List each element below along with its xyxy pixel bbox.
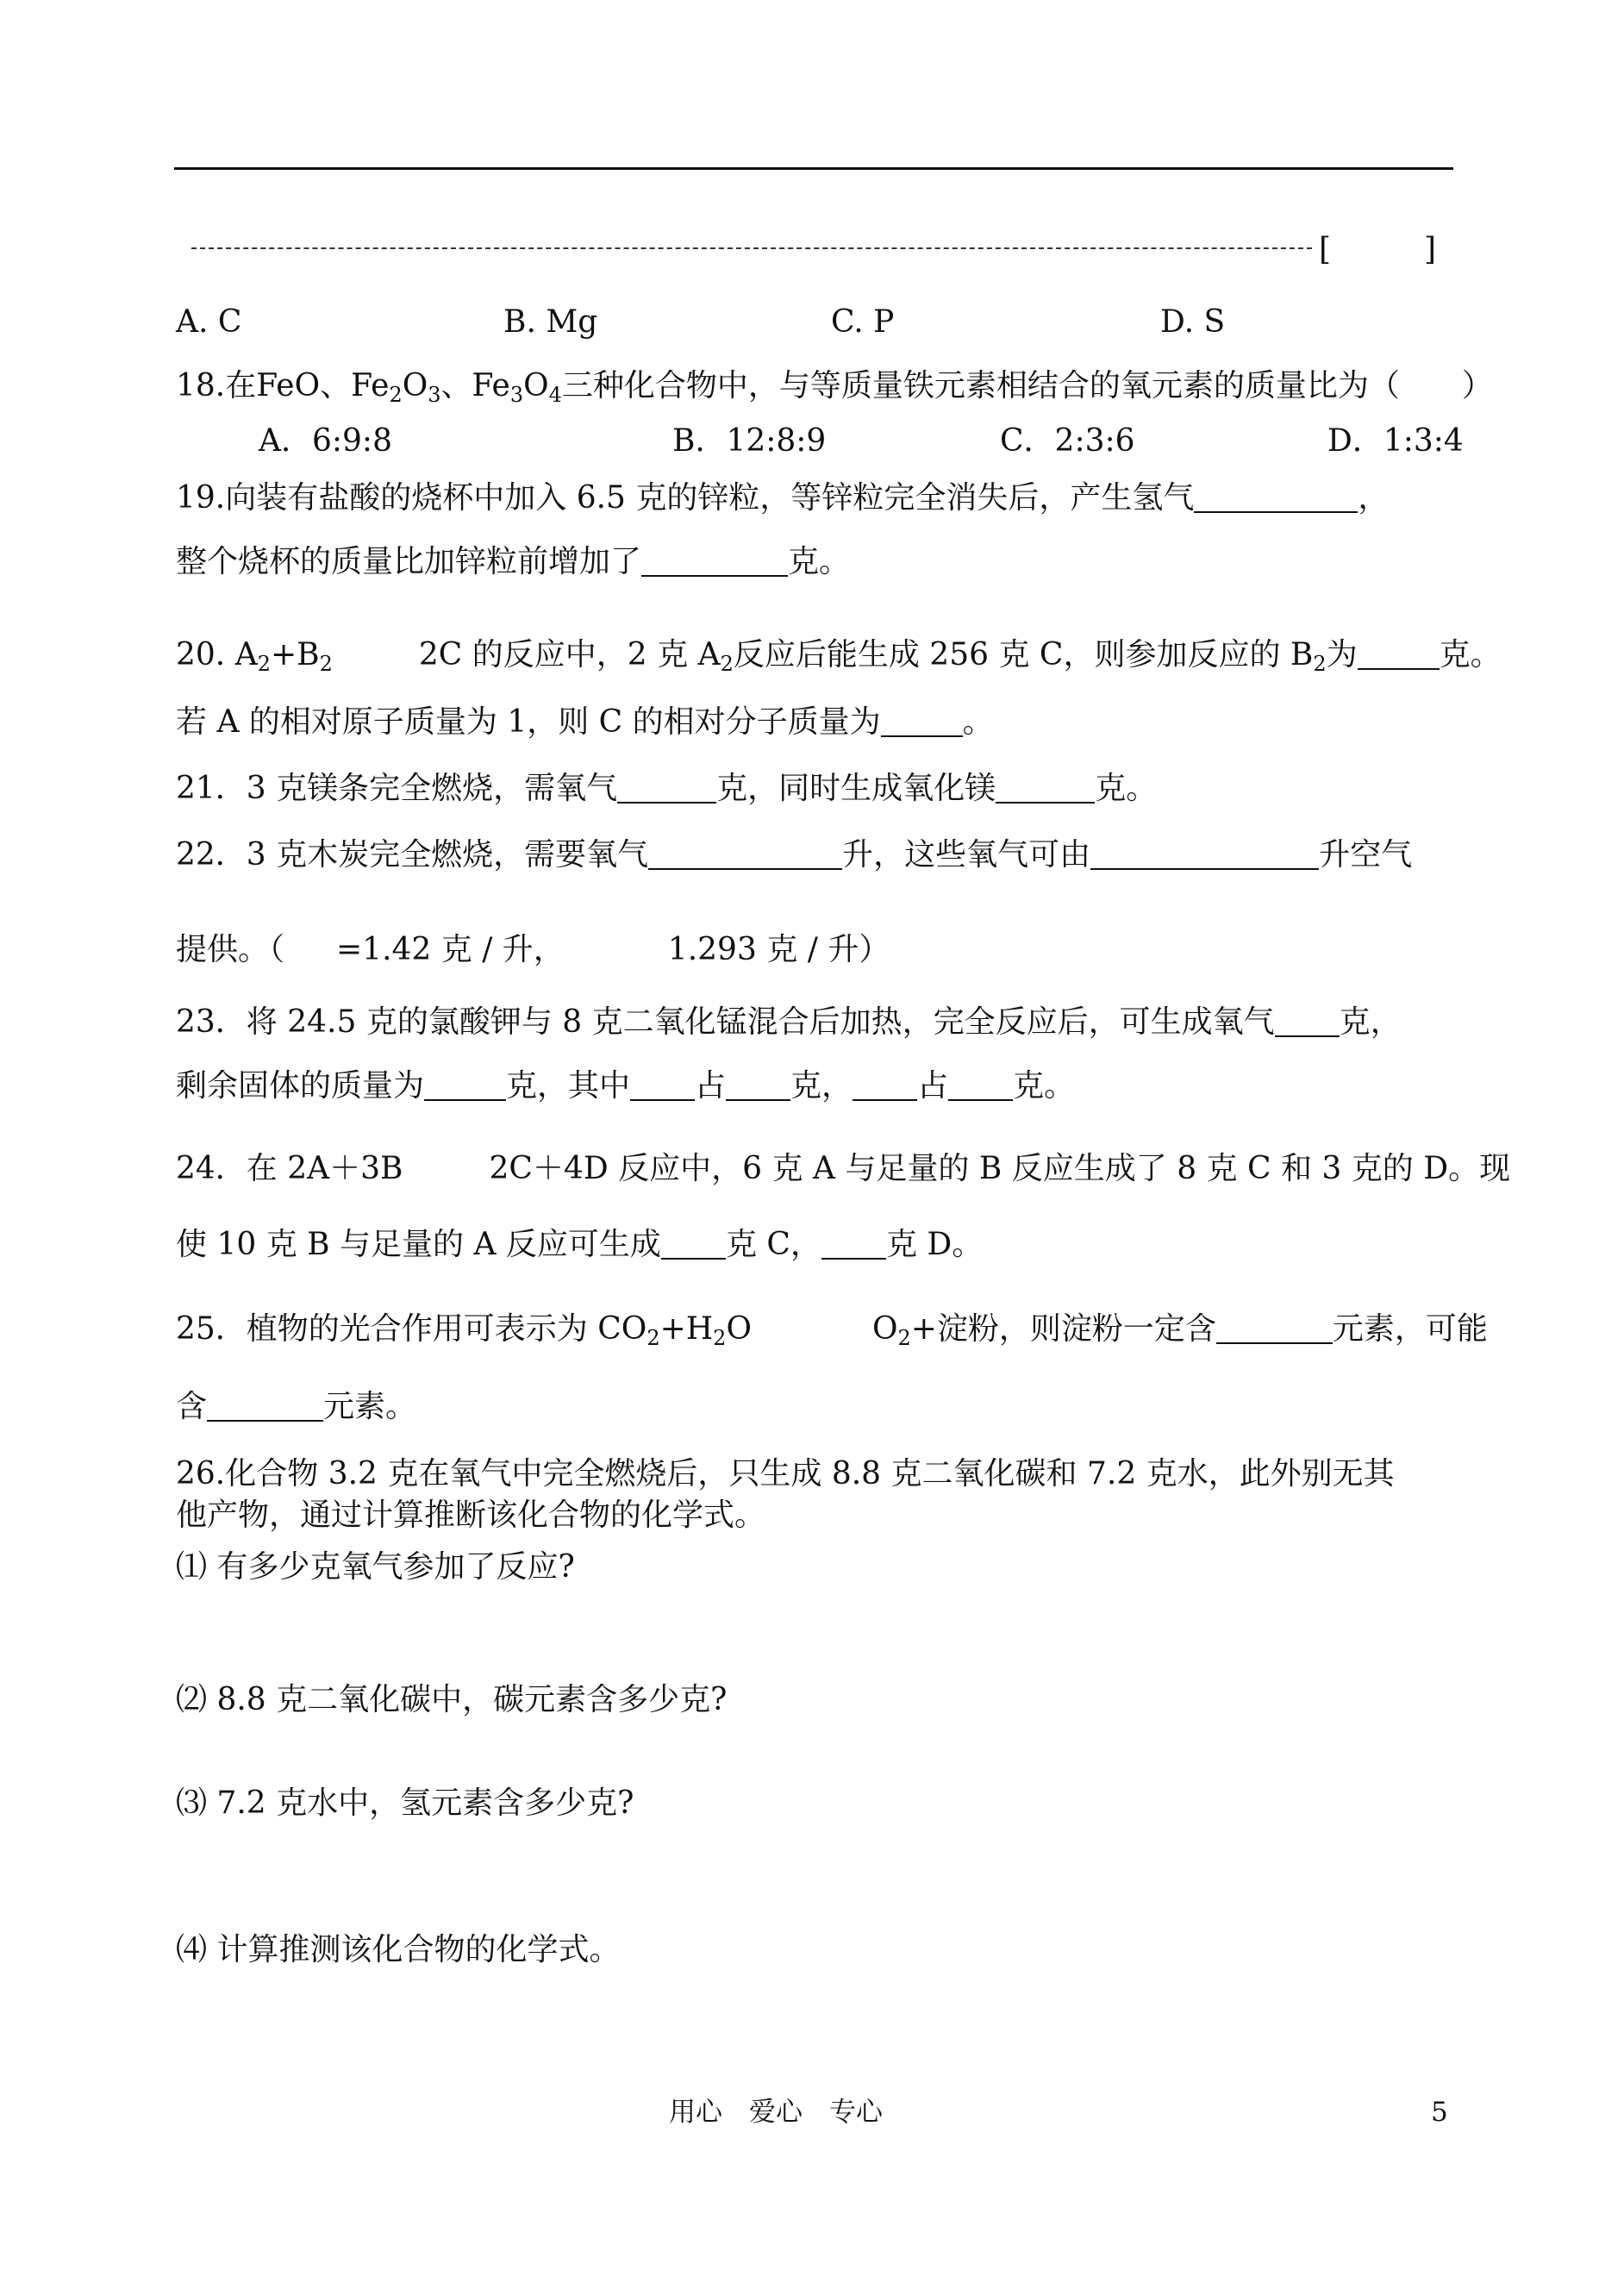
q23-blank-substance1[interactable] (630, 1070, 695, 1101)
q17-option-a: A. C (176, 304, 242, 340)
answer-dashes (191, 247, 1312, 249)
q25-line1: 25．植物的光合作用可表示为 $CO_2+H_2O$ $O_2+$淀粉，则淀粉一定含 元素，可能 (176, 1311, 1488, 1350)
q17-option-d: D. S (1160, 304, 1226, 340)
answer-bracket: [ ] (1319, 232, 1437, 267)
footer-motto: 用心 爱心 专心 (669, 2097, 883, 2128)
q22-blank-oxygen[interactable] (648, 839, 842, 870)
q20-blank-b2[interactable] (1358, 639, 1440, 670)
q26-line1: 26.化合物 3.2 克在氧气中完全燃烧后，只生成 8.8 克二氧化碳和 7.2 克水，此外别无其 (176, 1456, 1395, 1491)
q19-line2: 整个烧杯的质量比加锌粒前增加了 克。 (176, 544, 851, 579)
q18-stem: 18.在FeO、$Fe_2O_3$、$Fe_3O_4$三种化合物中，与等质量铁元素相结合的氧元素的质量比为（ ） (176, 368, 1493, 407)
q26-sub2: ⑵ 8.8 克二氧化碳中，碳元素含多少克? (176, 1682, 728, 1717)
q26-sub3: ⑶ 7.2 克水中，氢元素含多少克? (176, 1785, 634, 1821)
q18-option-c: C．2:3:6 (1000, 423, 1135, 459)
q20-blank-c-mass[interactable] (881, 706, 963, 737)
q26-sub4: ⑷ 计算推测该化合物的化学式。 (176, 1932, 621, 1967)
q23-blank-substance2[interactable] (853, 1070, 917, 1101)
q19-blank-mass[interactable] (641, 546, 788, 577)
q23-line2: 剩余固体的质量为 克，其中 占 克， 占 克。 (176, 1068, 1076, 1104)
q26-line2: 他产物，通过计算推断该化合物的化学式。 (176, 1498, 766, 1533)
q19-blank-hydrogen[interactable] (1194, 482, 1358, 513)
q23-blank-oxygen[interactable] (1275, 1006, 1340, 1037)
q25-line2: 含 元素。 (176, 1389, 417, 1424)
q21-blank-mgo[interactable] (996, 772, 1095, 804)
header-rule (174, 167, 1453, 170)
q23-blank-mass2[interactable] (948, 1070, 1013, 1101)
q24-line2: 使 10 克 B 与足量的 A 反应可生成 克 C， 克 D。 (176, 1227, 984, 1262)
q20-line2: 若 A 的相对原子质量为 1，则 C 的相对分子质量为 。 (176, 704, 994, 740)
q23-blank-solid[interactable] (424, 1070, 506, 1101)
q22-blank-air[interactable] (1090, 839, 1319, 870)
q25-blank-may[interactable] (207, 1391, 323, 1422)
q19-line1: 19.向装有盐酸的烧杯中加入 6.5 克的锌粒，等锌粒完全消失后，产生氢气 ， (176, 480, 1390, 516)
q17-option-c: C. P (831, 304, 895, 340)
q23-line1: 23．将 24.5 克的氯酸钾与 8 克二氧化锰混合后加热，完全反应后，可生成氧气 克， (176, 1004, 1402, 1040)
q25-blank-must[interactable] (1216, 1313, 1333, 1344)
q24-blank-c[interactable] (661, 1229, 726, 1260)
q18-option-a: A．6:9:8 (259, 423, 392, 459)
q24-blank-d[interactable] (821, 1229, 886, 1260)
q22-line2: 提供。（ =1.42 克 / 升， 1.293 克 / 升） (176, 932, 890, 967)
q24-line1: 24．在 2A＋3B 2C＋4D 反应中，6 克 A 与足量的 B 反应生成了 8 克 C 和 3 克的 D。现 (176, 1151, 1511, 1186)
q20-line1: 20. $A_2+B_2$ 2C 的反应中，2 克 $A_2$反应后能生成 256 克 C，则参加反应的 $B_2$为 克。 (176, 637, 1502, 676)
q21-line: 21．3 克镁条完全燃烧，需氧气 克，同时生成氧化镁 克。 (176, 771, 1158, 806)
page-number: 5 (1431, 2097, 1448, 2128)
q18-option-d: D．1:3:4 (1327, 423, 1464, 459)
q21-blank-oxygen[interactable] (617, 772, 716, 804)
q23-blank-mass1[interactable] (726, 1070, 790, 1101)
q18-option-b: B．12:8:9 (672, 423, 827, 459)
q22-line1: 22．3 克木炭完全燃烧，需要氧气 升，这些氧气可由 升空气 (176, 837, 1413, 872)
q26-sub1: ⑴ 有多少克氧气参加了反应? (176, 1549, 575, 1585)
q17-option-b: B. Mg (503, 304, 598, 340)
